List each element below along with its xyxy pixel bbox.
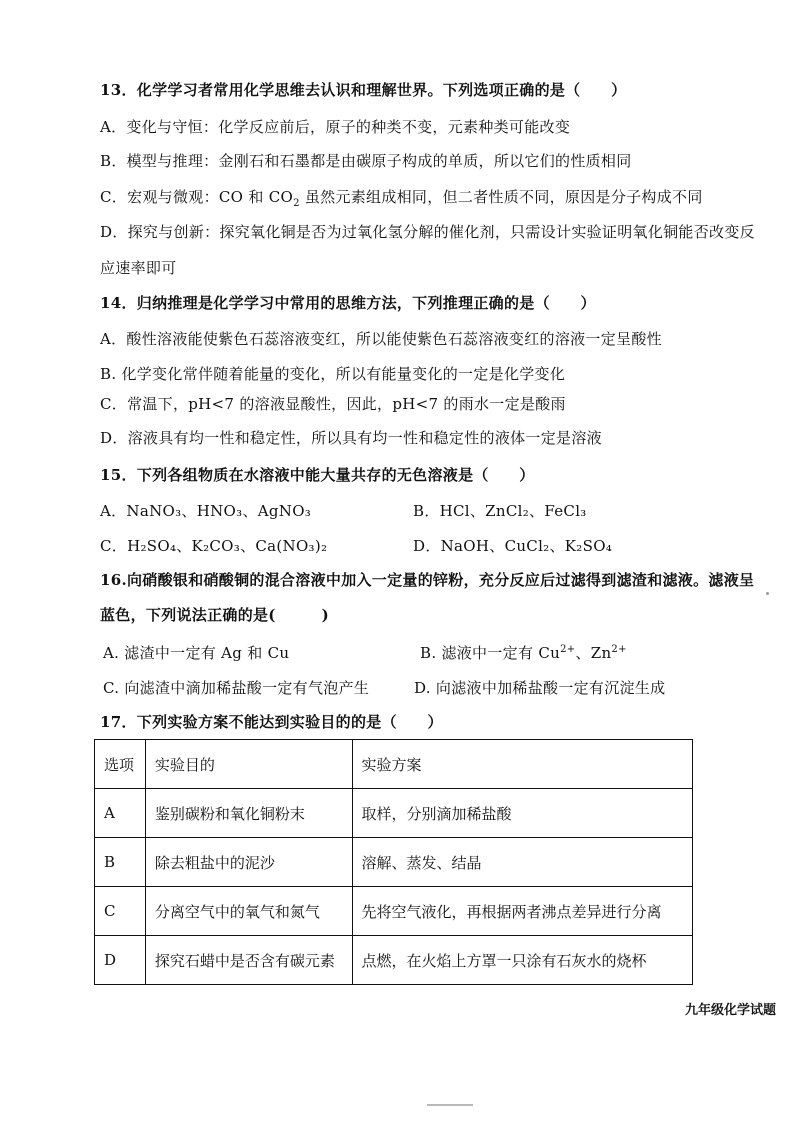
q16-option-b-mid: 、Zn: [575, 644, 612, 662]
q16-option-a: A. 滤渣中一定有 Ag 和 Cu: [103, 644, 290, 662]
q14-option-a: A．酸性溶液能使紫色石蕊溶液变红，所以能使紫色石蕊溶液变红的溶液一定呈酸性: [100, 330, 662, 348]
table-cell-purpose: 探究石蜡中是否含有碳元素: [145, 936, 352, 985]
page-bottom-mark: [427, 1104, 473, 1106]
table-cell-option: D: [95, 936, 146, 985]
q16-option-c: C. 向滤渣中滴加稀盐酸一定有气泡产生: [103, 679, 370, 697]
q14-option-c: C．常温下，pH<7 的溶液显酸性，因此，pH<7 的雨水一定是酸雨: [100, 395, 566, 413]
q13-option-b: B．模型与推理：金刚石和石墨都是由碳原子构成的单质，所以它们的性质相同: [100, 152, 632, 170]
q13-option-d-line1: D．探究与创新：探究氧化铜是否为过氧化氢分解的催化剂，只需设计实验证明氧化铜能否改变反: [100, 223, 755, 241]
table-cell-purpose: 除去粗盐中的泥沙: [145, 838, 352, 887]
q16-option-b-sup2: 2+: [611, 644, 627, 655]
q15-option-b: B．HCl、ZnCl₂、FeCl₃: [413, 502, 587, 520]
table-cell-purpose: 分离空气中的氧气和氮气: [145, 887, 352, 936]
q13-option-a: A．变化与守恒：化学反应前后，原子的种类不变，元素种类可能改变: [100, 118, 571, 136]
q16-option-b-sup1: 2+: [560, 644, 576, 655]
q14-option-d: D．溶液具有均一性和稳定性，所以具有均一性和稳定性的液体一定是溶液: [100, 429, 602, 447]
table-header-cell: 实验目的: [145, 740, 352, 789]
table-cell-plan: 溶解、蒸发、结晶: [352, 838, 692, 887]
q14-option-b: B. 化学变化常伴随着能量的变化，所以有能量变化的一定是化学变化: [100, 365, 566, 383]
table-row: [95, 887, 693, 936]
table-cell-plan: 先将空气液化，再根据两者沸点差异进行分离: [352, 887, 692, 936]
q16-option-b: [420, 643, 627, 663]
q17-table: [94, 739, 693, 985]
table-header-row: [95, 740, 693, 789]
q17-stem: 17．下列实验方案不能达到实验目的的是（ ）: [100, 713, 443, 731]
table-cell-option: A: [95, 789, 146, 838]
q13-option-c-sub: 2: [293, 198, 300, 209]
table-row: [95, 838, 693, 887]
page-footer-title: 九年级化学试题: [684, 1003, 776, 1018]
scan-speck: [766, 592, 769, 595]
q15-option-d: D．NaOH、CuCl₂、K₂SO₄: [413, 537, 613, 555]
q15-option-c: C．H₂SO₄、K₂CO₃、Ca(NO₃)₂: [100, 537, 328, 555]
q15-option-a: A．NaNO₃、HNO₃、AgNO₃: [100, 502, 312, 520]
q15-stem: 15．下列各组物质在水溶液中能大量共存的无色溶液是（ ）: [100, 466, 535, 484]
q13-option-d-line2: 应速率即可: [100, 259, 177, 277]
q16-option-b-pre: B. 滤液中一定有 Cu: [420, 644, 561, 662]
table-cell-plan: 取样，分别滴加稀盐酸: [352, 789, 692, 838]
q13-option-c-pre: C．宏观与微观：CO 和 CO: [100, 188, 294, 206]
q16-stem-line1: 16.向硝酸银和硝酸铜的混合溶液中加入一定量的锌粉，充分反应后过滤得到滤渣和滤液。滤液呈: [100, 571, 755, 589]
table-row: [95, 936, 693, 985]
q16-stem-line2: 蓝色，下列说法正确的是( ): [100, 606, 329, 624]
table-cell-purpose: 鉴别碳粉和氧化铜粉末: [145, 789, 352, 838]
q14-stem: 14．归纳推理是化学学习中常用的思维方法，下列推理正确的是（ ）: [100, 294, 596, 312]
table-header-cell: 选项: [95, 740, 146, 789]
table-cell-plan: 点燃，在火焰上方罩一只涂有石灰水的烧杯: [352, 936, 692, 985]
q13-option-c: [100, 187, 703, 207]
table-cell-option: C: [95, 887, 146, 936]
q16-option-d: D. 向滤液中加稀盐酸一定有沉淀生成: [414, 679, 666, 697]
q13-stem: 13．化学学习者常用化学思维去认识和理解世界。下列选项正确的是（ ）: [100, 81, 627, 99]
table-cell-option: B: [95, 838, 146, 887]
table-header-cell: 实验方案: [352, 740, 692, 789]
q13-option-c-post: 虽然元素组成相同，但二者性质不同，原因是分子构成不同: [299, 188, 703, 206]
table-row: [95, 789, 693, 838]
